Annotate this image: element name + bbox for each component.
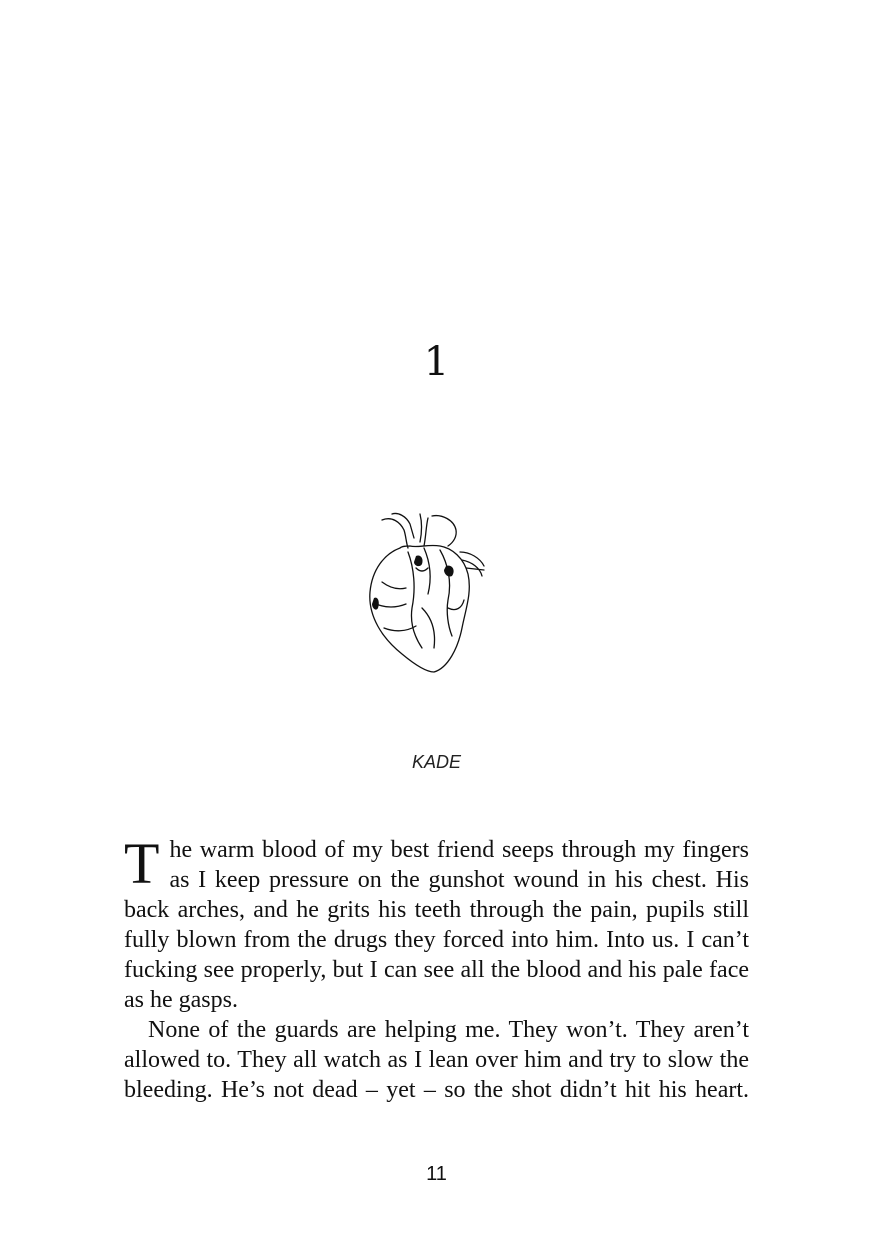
chapter-number: 1	[423, 339, 450, 385]
text-line: he warm blood of my best friend seeps through my fingers	[169, 837, 749, 863]
page-number: 11	[426, 1163, 447, 1185]
anatomical-heart-icon	[362, 508, 492, 678]
text-line: fully blown from the drugs they forced into him. Into us. I can’t	[124, 927, 749, 953]
text-line: bleeding. He’s not dead – yet – so the shot didn’t hit his heart.	[124, 1077, 749, 1103]
text-line: as I keep pressure on the gunshot wound in his chest. His	[169, 867, 749, 893]
chapter-body-text	[124, 831, 749, 1105]
text-line: None of the guards are helping me. They won’t. They aren’t	[148, 1017, 749, 1043]
text-line: as he gasps.	[124, 987, 238, 1013]
text-line: fucking see properly, but I can see all the blood and his pale face	[124, 957, 749, 983]
text-line: allowed to. They all watch as I lean over him and try to slow the	[124, 1047, 749, 1073]
text-line: back arches, and he grits his teeth through the pain, pupils still	[124, 897, 749, 923]
drop-cap: T	[124, 831, 160, 896]
chapter-pov-name: KADE	[411, 752, 462, 772]
